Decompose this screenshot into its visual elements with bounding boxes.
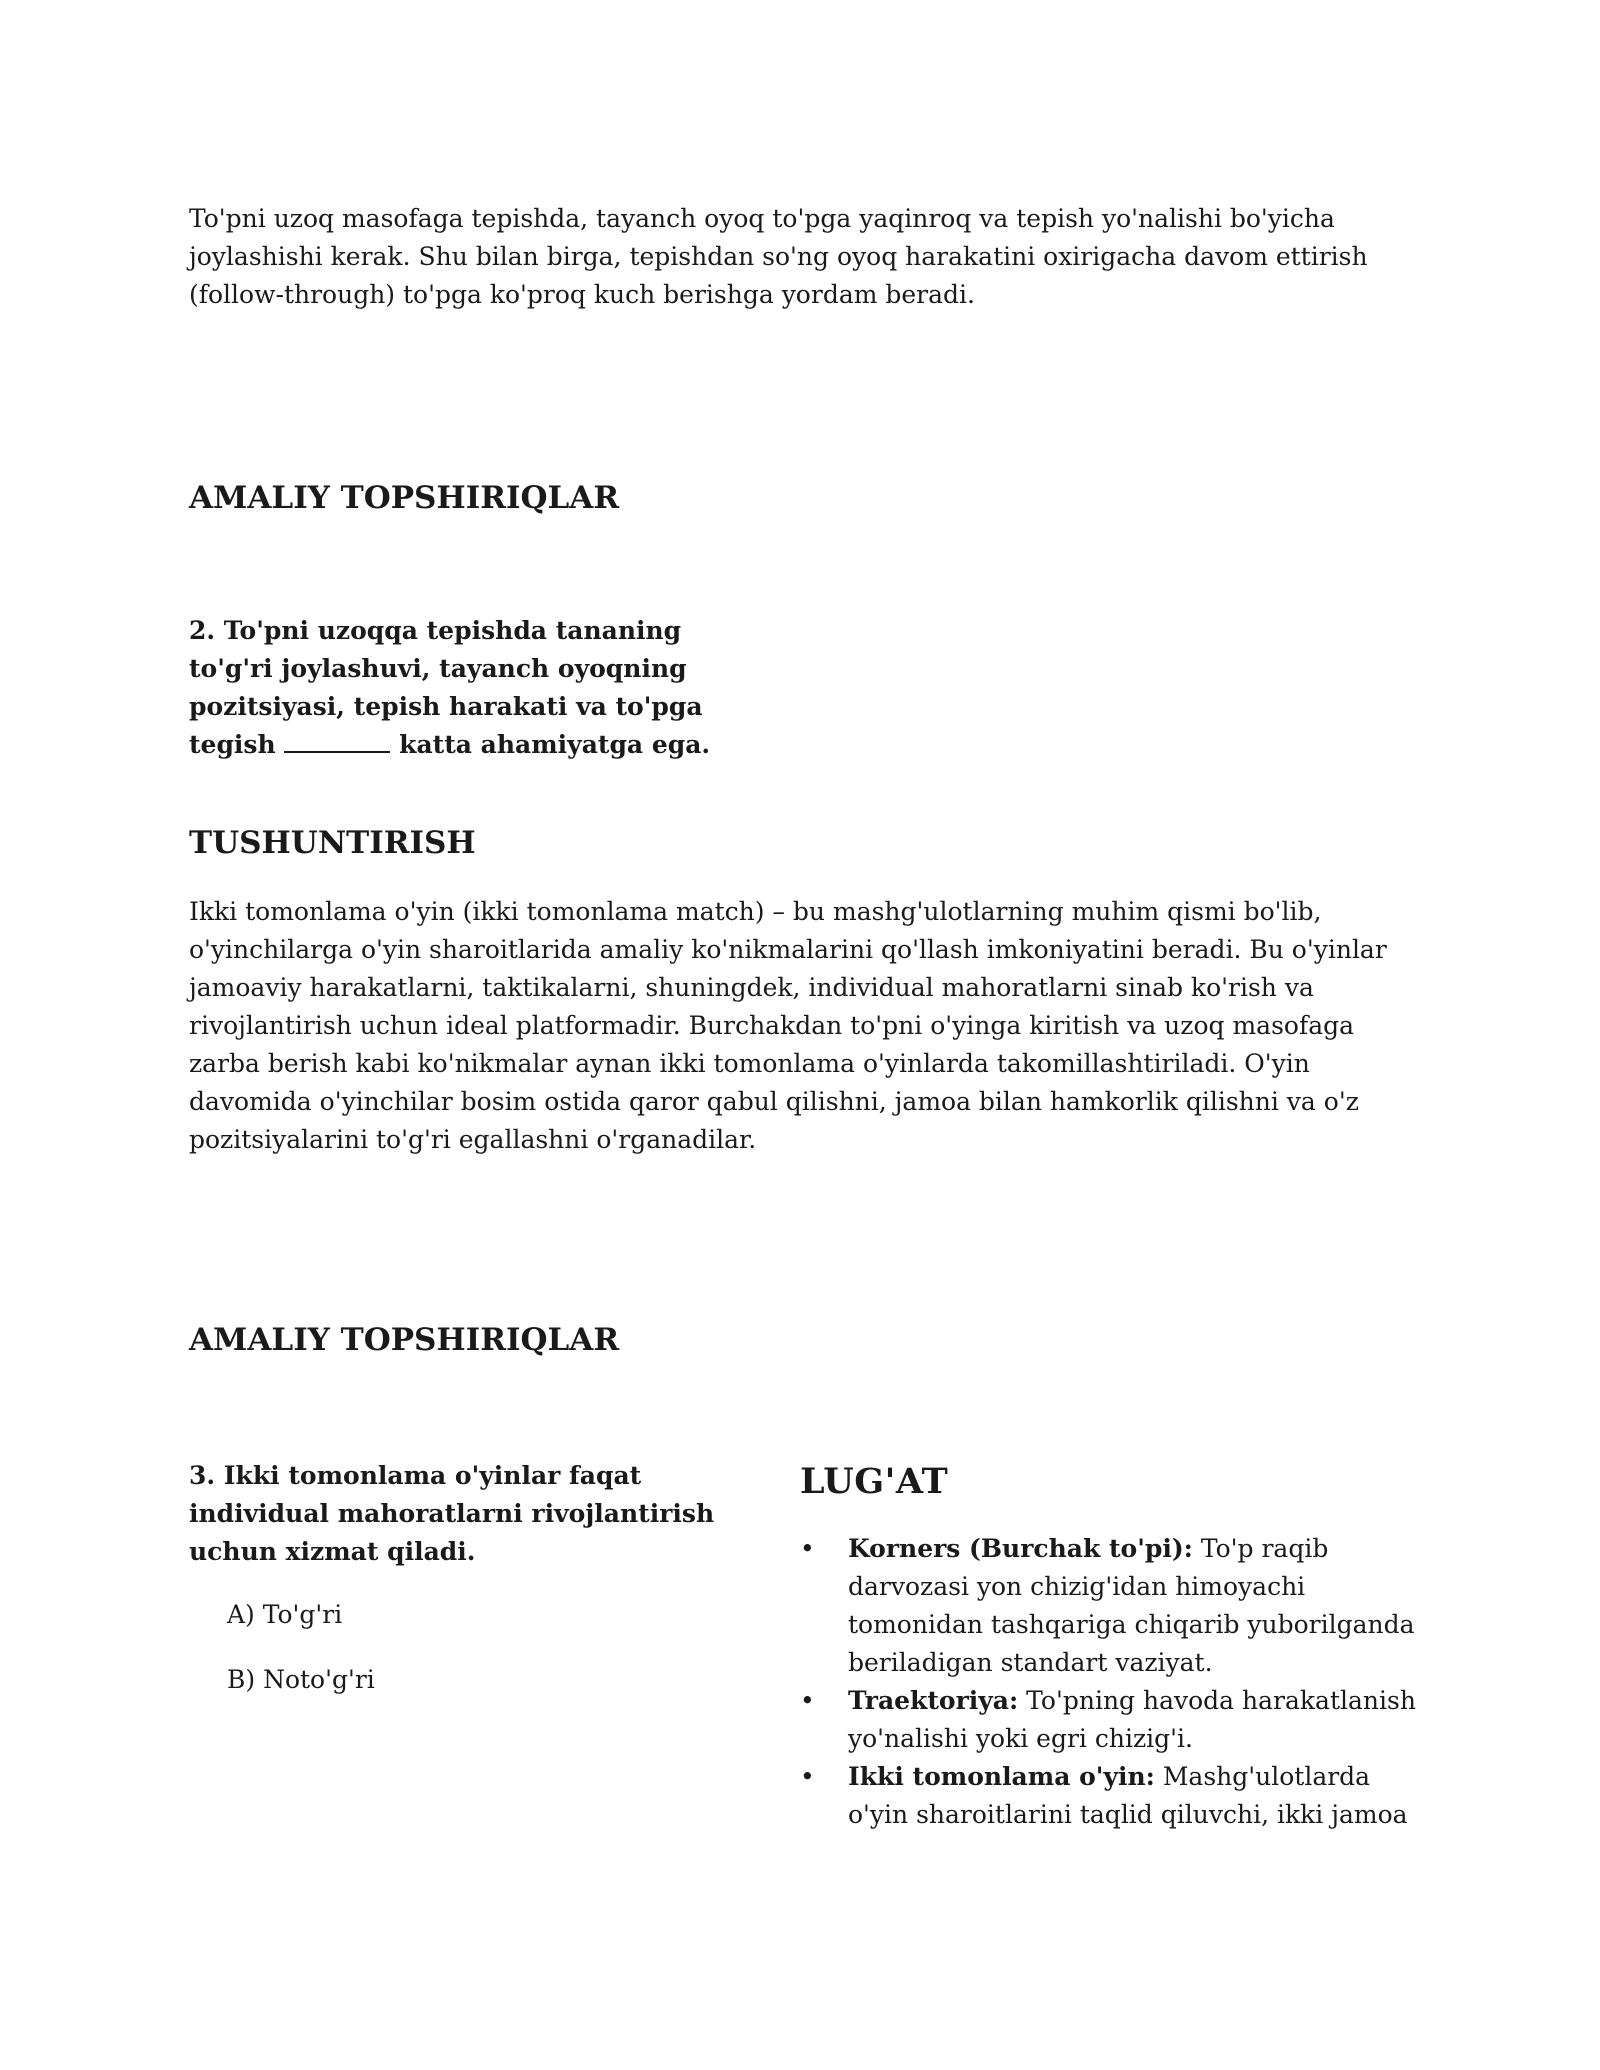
question-3: 3. Ikki tomonlama o'yinlar faqat individual mahoratlarni rivojlantirish uchun xizmat qiladi. <box>189 1461 715 1566</box>
explanation-paragraph: Ikki tomonlama o'yin (ikki tomonlama match) – bu mashg'ulotlarning muhim qismi bo'lib, o'yinchilarga o'yin sharoitlarida amaliy ko'nikmalarini qo'llash imkoniyatini beradi. Bu o'yinlar jamoaviy harakatlarni, taktikalarni, shuningdek, individual mahoratlarni sinab ko'rish va rivojlantirish uchun ideal platformadir. Burchakdan to'pni o'yinga kiritish va uzoq masofaga zarba berish kabi ko'nikmalar aynan ikki tomonlama o'yinlarda takomillashtiriladi. O'yin davomida o'yinchilar bosim ostida qaror qabul qilishni, jamoa bilan hamkorlik qilishni va o'z pozitsiyalarini to'g'ri egallashni o'rganadilar. <box>189 897 1387 1154</box>
vocabulary-title: LUG'AT <box>800 1461 949 1502</box>
vocabulary-list <box>800 1530 1420 1834</box>
vocabulary-term: Traektoriya: <box>848 1686 1019 1715</box>
vocabulary-definition: To'p raqib darvozasi yon chizig'idan himoyachi tomonidan tashqariga chiqarib yuborilganda beriladigan standart vaziyat. <box>848 1534 1415 1677</box>
option-b[interactable]: B) Noto'g'ri <box>227 1665 375 1694</box>
intro-paragraph: To'pni uzoq masofaga tepishda, tayanch oyoq to'pga yaqinroq va tepish yo'nalishi bo'yicha joylashishi kerak. Shu bilan birga, tepishdan so'ng oyoq harakatini oxirigacha davom ettirish (follow-through) to'pga ko'proq kuch berishga yordam beradi. <box>189 204 1368 309</box>
option-a[interactable]: A) To'g'ri <box>227 1600 343 1629</box>
bullet-icon: • <box>800 1762 815 1791</box>
section-heading-explanation: TUSHUNTIRISH <box>189 825 476 861</box>
bullet-icon: • <box>800 1686 815 1715</box>
question-2-tail: katta ahamiyatga ega. <box>399 730 711 759</box>
vocabulary-item-corners <box>800 1530 1420 1682</box>
answer-blank[interactable] <box>284 729 390 753</box>
bullet-icon: • <box>800 1534 815 1563</box>
section-heading-practical-tasks-1: AMALIY TOPSHIRIQLAR <box>189 480 620 516</box>
question-2 <box>189 612 749 764</box>
vocabulary-term: Korners (Burchak to'pi): <box>848 1534 1193 1563</box>
section-heading-practical-tasks-2: AMALIY TOPSHIRIQLAR <box>189 1322 620 1358</box>
vocabulary-definition: To'pning havoda harakatlanish yo'nalishi yoki egri chizig'i. <box>848 1686 1416 1753</box>
vocabulary-term: Ikki tomonlama o'yin: <box>848 1762 1155 1791</box>
question-2-text: 2. To'pni uzoqqa tepishda tananing to'g'ri joylashuvi, tayanch oyoqning pozitsiyasi, tepish harakati va to'pga tegish <box>189 616 703 759</box>
vocabulary-item-trajectory <box>800 1682 1420 1758</box>
vocabulary-definition: Mashg'ulotlarda o'yin sharoitlarini taqlid qiluvchi, ikki jamoa <box>848 1762 1408 1829</box>
vocabulary-item-two-sided-game <box>800 1758 1420 1834</box>
